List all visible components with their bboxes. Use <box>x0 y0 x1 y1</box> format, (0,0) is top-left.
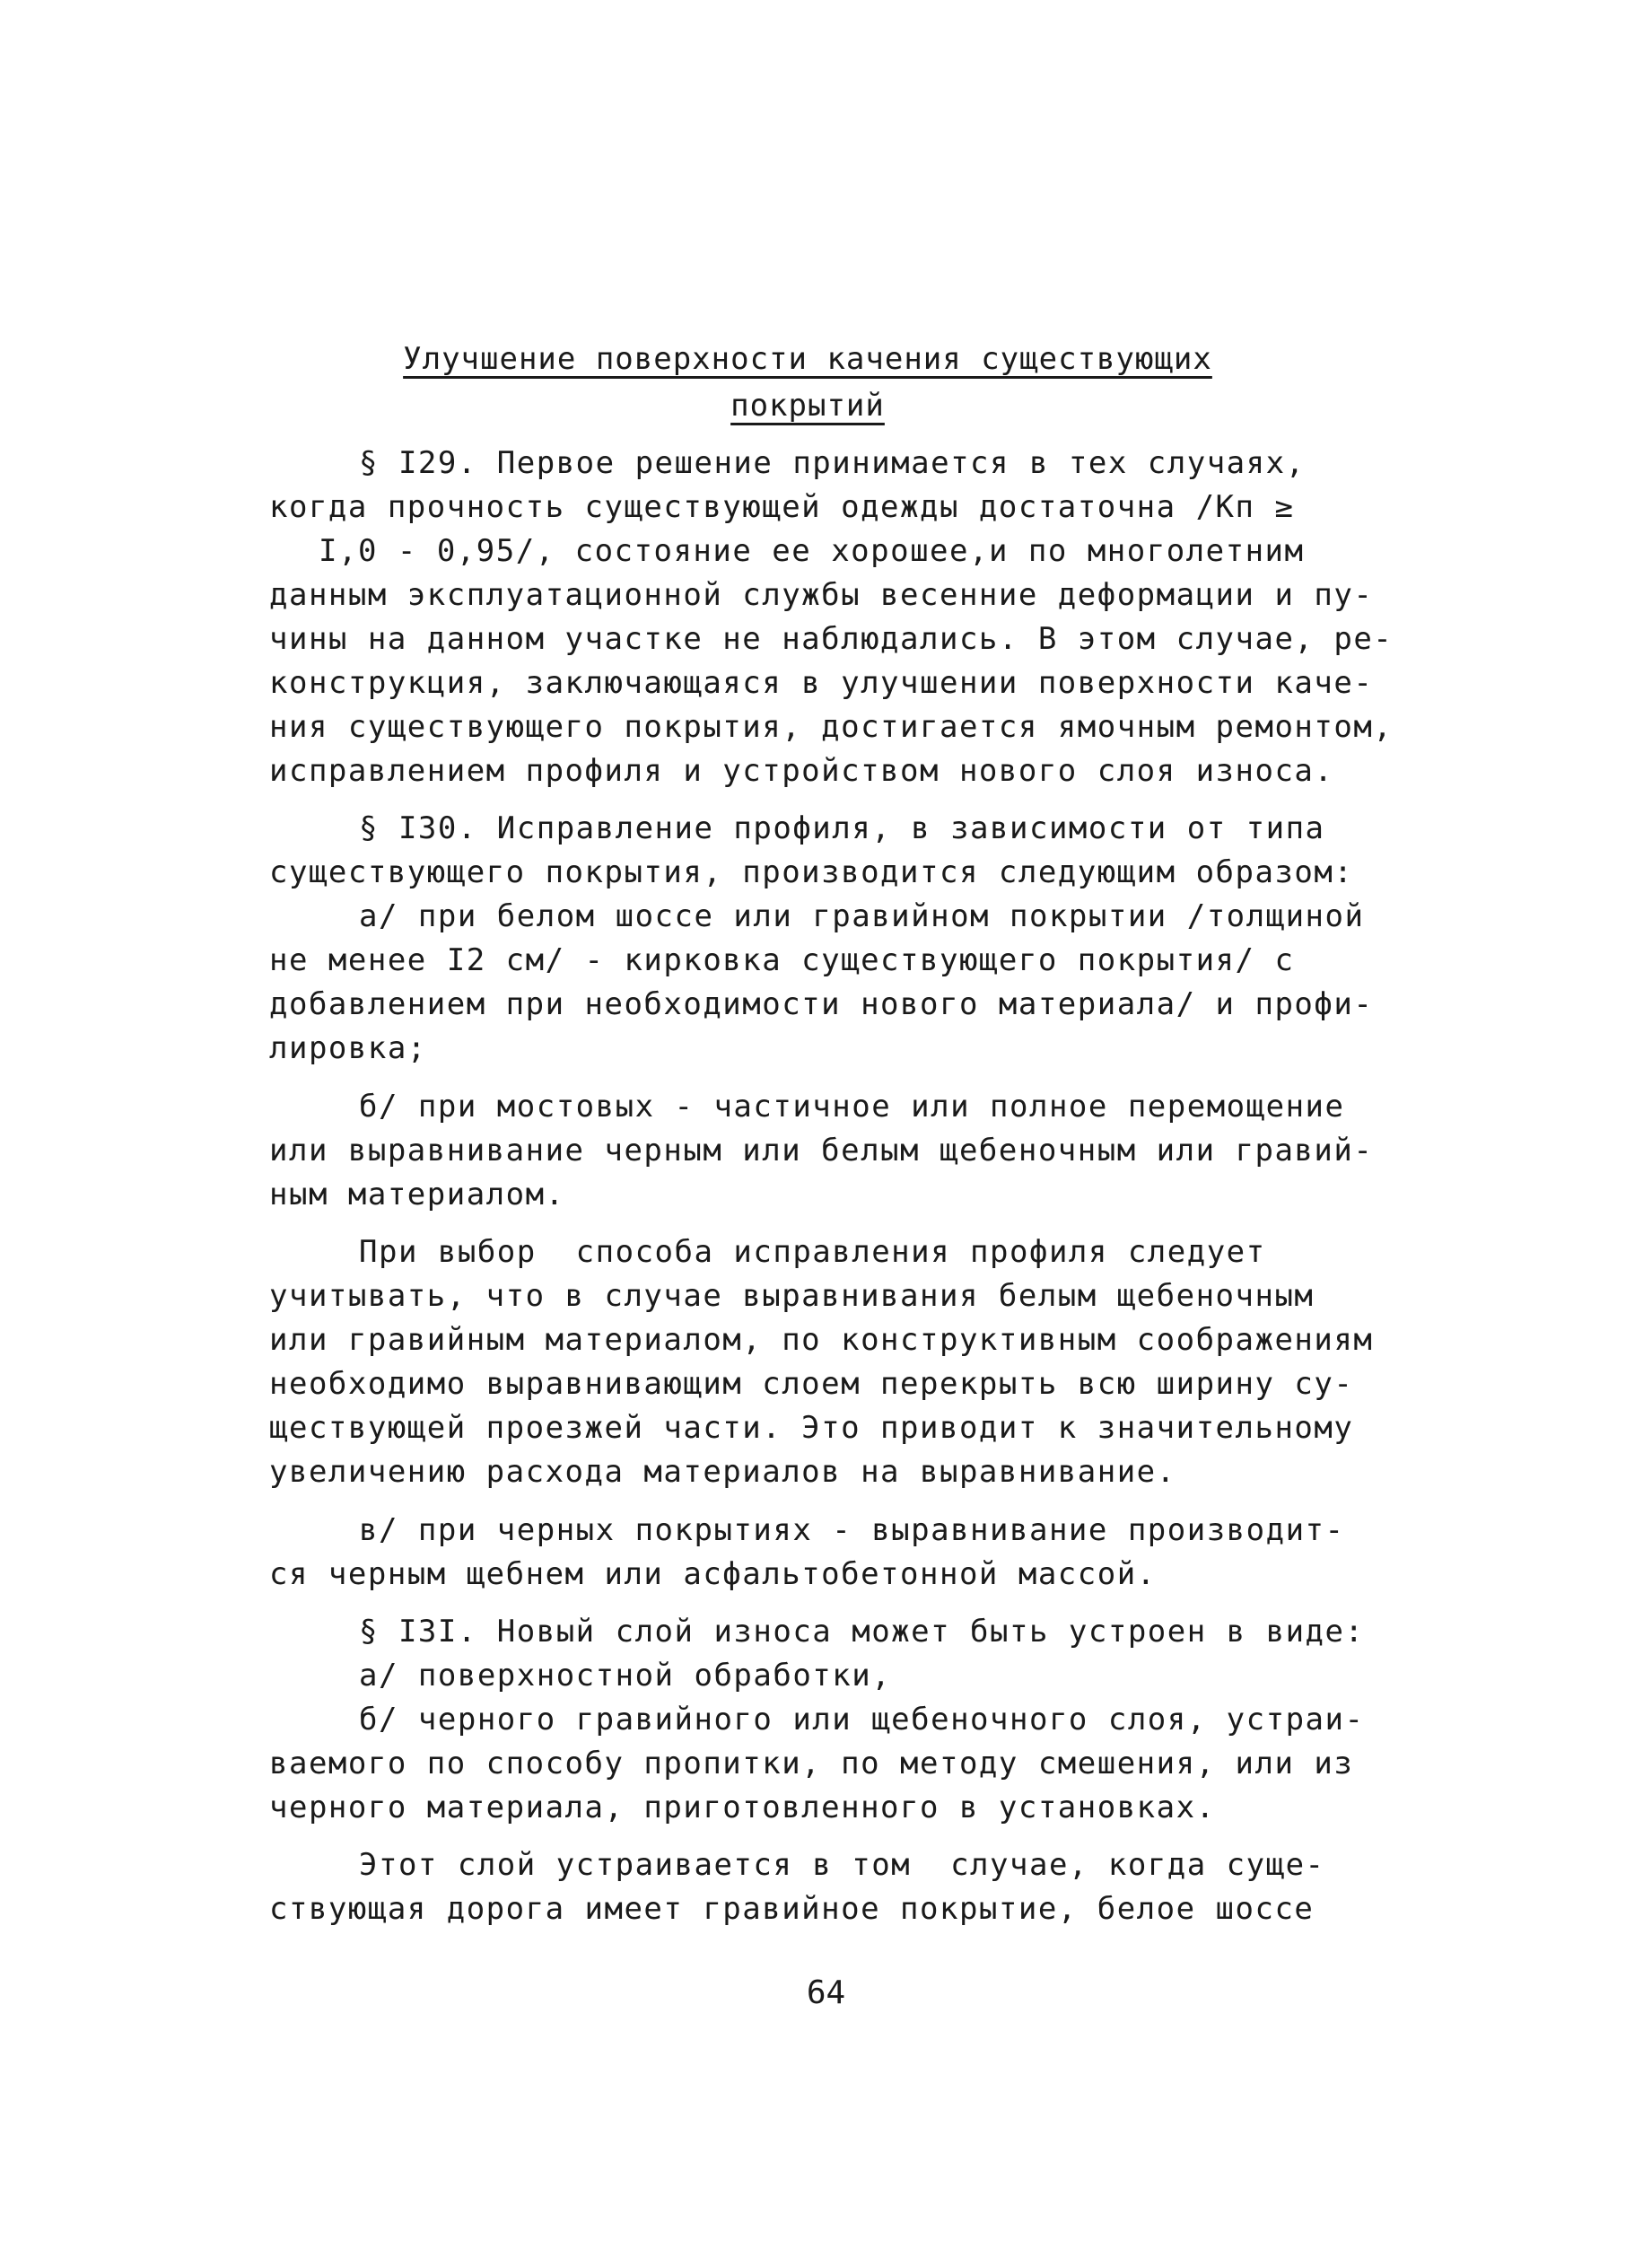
text-line: ния существующего покрытия, достигается ямочным ремонтом, <box>269 709 1394 745</box>
text-line: существующего покрытия, производится следующим образом: <box>269 854 1354 890</box>
text-line: лировка; <box>269 1030 427 1066</box>
text-line: или выравнивание черным или белым щебеночным или гравий- <box>269 1133 1374 1169</box>
text-line: учитывать, что в случае выравнивания белым щебеночным <box>269 1278 1315 1314</box>
text-line: необходимо выравнивающим слоем перекрыть всю ширину су- <box>269 1366 1354 1402</box>
text-line: данным эксплуатационной службы весенние деформации и пу- <box>269 577 1374 613</box>
text-line: ствующая дорога имеет гравийное покрытие, белое шоссе <box>269 1891 1315 1927</box>
text-line: добавлением при необходимости нового материала/ и профи- <box>269 986 1374 1022</box>
text-line: ным материалом. <box>269 1177 565 1212</box>
text-line: б/ при мостовых - частичное или полное перемощение <box>359 1089 1345 1125</box>
text-line: а/ поверхностной обработки, <box>359 1658 892 1694</box>
text-line: ваемого по способу пропитки, по методу смешения, или из <box>269 1746 1354 1781</box>
text-line: или гравийным материалом, по конструктивным соображениям <box>269 1322 1374 1358</box>
page-number: 64 <box>806 1974 846 2011</box>
text-line: чины на данном участке не наблюдались. В этом случае, ре- <box>269 621 1394 657</box>
text-line: исправлением профиля и устройством нового слоя износа. <box>269 753 1334 789</box>
text-line: конструкция, заключающаяся в улучшении поверхности каче- <box>269 665 1374 701</box>
text-line: ся черным щебнем или асфальтобетонной массой. <box>269 1556 1157 1592</box>
text-line: в/ при черных покрытиях - выравнивание производит- <box>359 1512 1345 1548</box>
text-line: § I29. Первое решение принимается в тех случаях, <box>359 445 1306 481</box>
text-line: а/ при белом шоссе или гравийном покрытии /толщиной <box>359 898 1365 934</box>
text-line: черного материала, приготовленного в установках. <box>269 1790 1216 1825</box>
text-line: не менее I2 см/ - кирковка существующего покрытия/ с <box>269 942 1295 978</box>
text-line: § I3I. Новый слой износа может быть устроен в виде: <box>359 1614 1365 1650</box>
text-line: когда прочность существующей одежды достаточна /Kп ≥ <box>269 489 1295 525</box>
text-line: увеличению расхода материалов на выравнивание. <box>269 1454 1176 1490</box>
text-line: § I30. Исправление профиля, в зависимости от типа <box>359 810 1325 846</box>
text-line: ществующей проезжей части. Это приводит к значительному <box>269 1410 1354 1446</box>
text-line: При выбор способа исправления профиля следует <box>359 1234 1266 1270</box>
section-heading-line-2: покрытий <box>730 388 885 424</box>
text-line: Этот слой устраивается в том случае, когда суще- <box>359 1847 1325 1883</box>
section-heading-line-1: Улучшение поверхности качения существующих <box>403 341 1212 377</box>
text-line: I,0 - 0,95/, состояние ее хорошее,и по многолетним <box>319 533 1305 569</box>
text-line: б/ черного гравийного или щебеночного слоя, устраи- <box>359 1702 1365 1737</box>
